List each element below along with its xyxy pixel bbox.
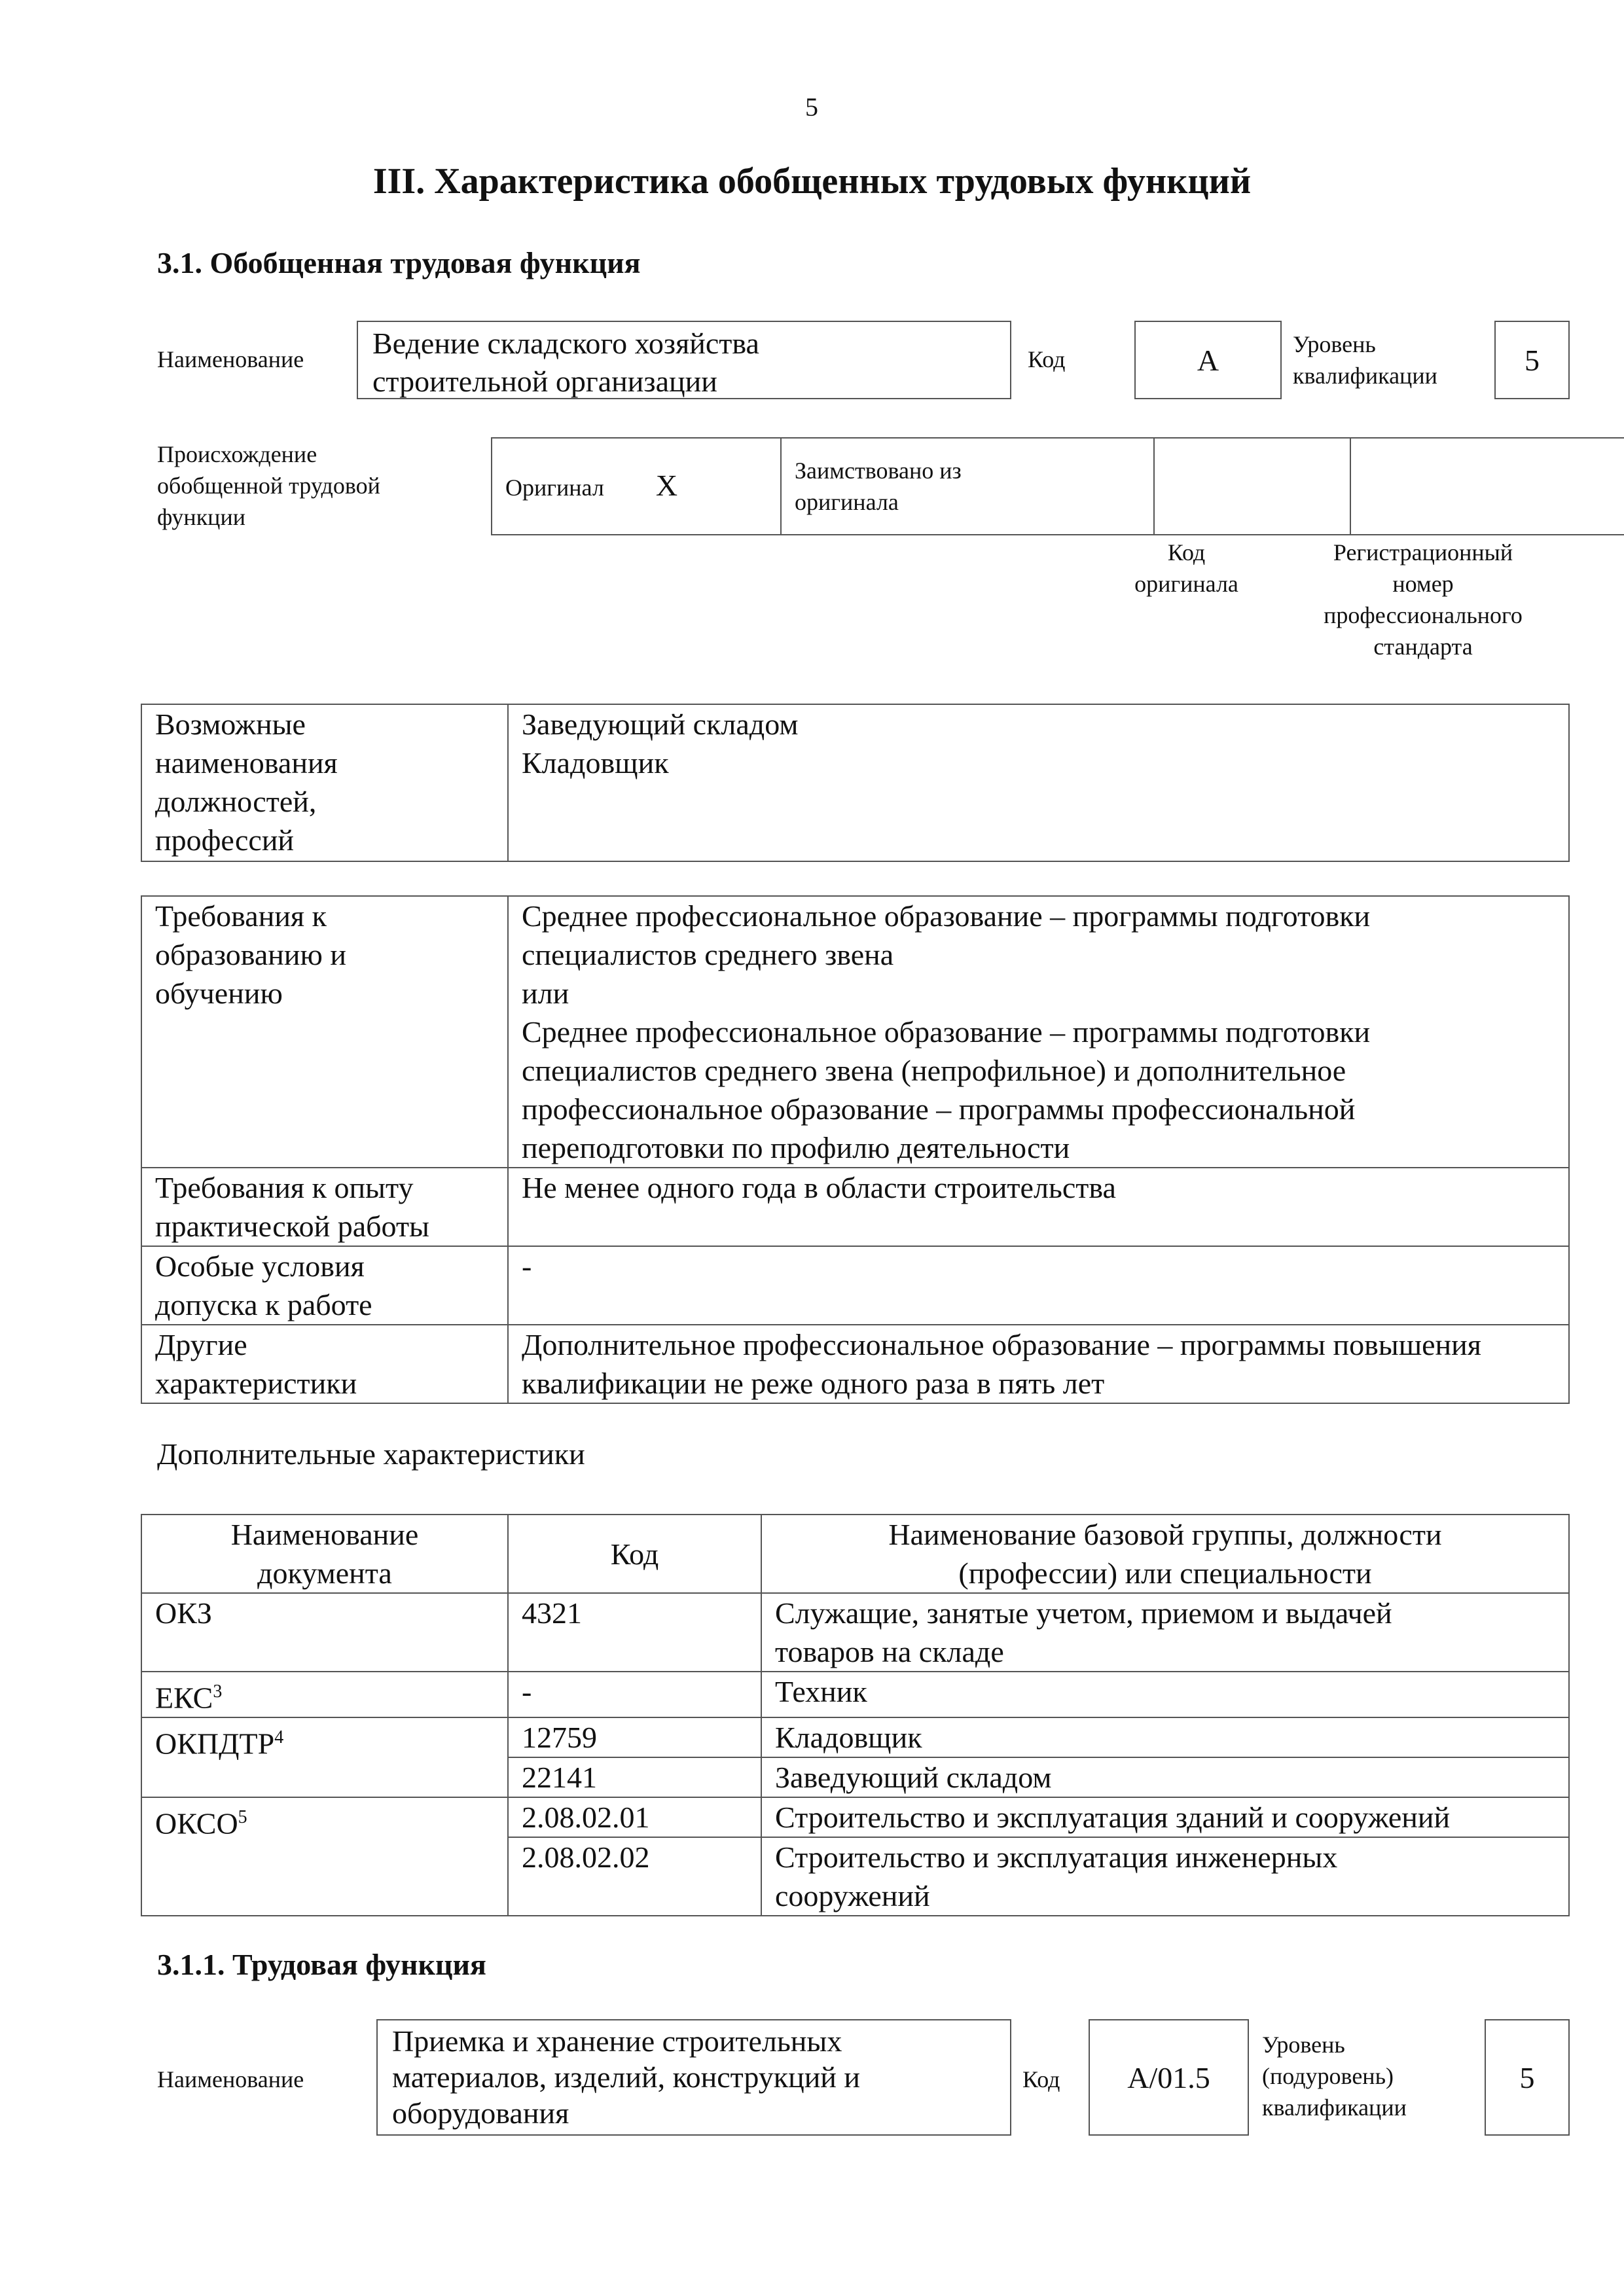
- requirements-label-line: образованию и: [155, 938, 346, 971]
- requirements-row: [141, 1325, 1569, 1403]
- additional-header-row: [141, 1515, 1569, 1593]
- additional-header-line: Наименование базовой группы, должности: [888, 1518, 1442, 1551]
- requirements-label-line: Требования к опыту: [155, 1171, 414, 1204]
- requirements-label: [141, 1168, 508, 1246]
- requirements-value-line: переподготовки по профилю деятельности: [522, 1131, 1070, 1164]
- gtf-name-line: строительной организации: [372, 365, 717, 398]
- requirements-label: [141, 896, 508, 1168]
- tf-level-label-line: Уровень: [1262, 2032, 1345, 2058]
- origin-label-line: обобщенной трудовой: [157, 473, 380, 499]
- tf-name-line: оборудования: [392, 2096, 569, 2130]
- additional-header-line: Наименование: [230, 1518, 419, 1551]
- requirements-value: [508, 896, 1569, 1168]
- additional-row: [141, 1593, 1569, 1672]
- requirements-label-line: Особые условия: [155, 1249, 365, 1283]
- additional-header-doc: [141, 1515, 508, 1593]
- positions-table: [141, 704, 1570, 862]
- origin-reg-caption-line: стандарта: [1373, 634, 1473, 660]
- requirements-value-line: Не менее одного года в области строительства: [522, 1171, 1116, 1204]
- requirements-label-line: Требования к: [155, 899, 327, 933]
- additional-doc: [141, 1797, 508, 1916]
- requirements-label-line: допуска к работе: [155, 1288, 372, 1321]
- origin-label: [157, 439, 380, 533]
- additional-code: 2.08.02.02: [508, 1837, 761, 1916]
- additional-row: [141, 1797, 1569, 1837]
- requirements-label: [141, 1325, 508, 1403]
- requirements-table: [141, 895, 1570, 1404]
- additional-name: [761, 1672, 1569, 1717]
- origin-borrowed-line: Заимствовано из: [795, 457, 962, 484]
- origin-reg-caption-line: профессионального: [1324, 602, 1523, 628]
- tf-level-box: 5: [1485, 2019, 1570, 2136]
- requirements-label-line: обучению: [155, 977, 283, 1010]
- requirements-value: [508, 1246, 1569, 1325]
- additional-name: [761, 1757, 1569, 1797]
- additional-code: 2.08.02.01: [508, 1797, 761, 1837]
- additional-name-line: сооружений: [775, 1879, 930, 1913]
- gtf-code-label: Код: [1028, 346, 1066, 372]
- additional-code: 22141: [508, 1757, 761, 1797]
- additional-name-line: Служащие, занятые учетом, приемом и выдачей: [775, 1596, 1392, 1630]
- additional-table: [141, 1514, 1570, 1916]
- origin-original-mark: X: [655, 468, 678, 502]
- additional-name-line: товаров на складе: [775, 1635, 1004, 1668]
- tf-level-label-line: (подуровень): [1262, 2063, 1394, 2089]
- origin-original-label: Оригинал: [505, 474, 604, 501]
- additional-header-line: Код: [610, 1537, 659, 1571]
- origin-label-line: Происхождение: [157, 441, 317, 467]
- additional-name: [761, 1797, 1569, 1837]
- origin-reg-caption: [1276, 537, 1570, 662]
- tf-name-box: [376, 2019, 1011, 2136]
- additional-doc-text: ЕКС: [155, 1681, 213, 1715]
- requirements-row: [141, 1168, 1569, 1246]
- origin-reg-cell: [1350, 438, 1624, 535]
- additional-doc-text: ОКЗ: [155, 1596, 212, 1630]
- positions-label: [141, 704, 508, 861]
- tf-level-label: [1262, 2029, 1407, 2123]
- additional-code: 12759: [508, 1717, 761, 1757]
- additional-doc: [141, 1672, 508, 1717]
- origin-table: [491, 437, 1624, 535]
- requirements-label: [141, 1246, 508, 1325]
- origin-reg-caption-line: номер: [1392, 571, 1454, 597]
- positions-value: [508, 704, 1569, 861]
- tf-name-line: материалов, изделий, конструкций и: [392, 2060, 861, 2094]
- requirements-label-line: Другие: [155, 1328, 247, 1361]
- additional-header-code: [508, 1515, 761, 1593]
- requirements-value-line: специалистов среднего звена (непрофильное) и дополнительное: [522, 1054, 1346, 1087]
- requirements-value-line: Среднее профессиональное образование – программы подготовки: [522, 899, 1371, 933]
- tf-code-box: A/01.5: [1089, 2019, 1249, 2136]
- origin-code-cell: [1154, 438, 1350, 535]
- requirements-row: [141, 896, 1569, 1168]
- origin-borrowed-line: оригинала: [795, 489, 899, 515]
- gtf-level-label-line: Уровень: [1293, 331, 1376, 357]
- tf-name-label: Наименование: [157, 2066, 304, 2092]
- footnote-ref: 3: [213, 1681, 223, 1702]
- additional-doc-text: ОКСО: [155, 1806, 238, 1840]
- requirements-value: [508, 1325, 1569, 1403]
- requirements-value-line: Среднее профессиональное образование – программы подготовки: [522, 1015, 1371, 1049]
- positions-value-line: Кладовщик: [522, 746, 669, 780]
- section-title: III. Характеристика обобщенных трудовых функций: [372, 161, 1252, 202]
- additional-header-name: [761, 1515, 1569, 1593]
- gtf-code-box: A: [1134, 321, 1282, 399]
- gtf-name-line: Ведение складского хозяйства: [372, 327, 759, 360]
- positions-label-line: профессий: [155, 823, 295, 857]
- origin-label-line: функции: [157, 504, 245, 530]
- gtf-name-box: [357, 321, 1011, 399]
- additional-name-line: Техник: [775, 1675, 867, 1708]
- positions-label-line: должностей,: [155, 785, 317, 818]
- additional-code: 4321: [508, 1593, 761, 1672]
- positions-label-line: наименования: [155, 746, 338, 780]
- requirements-value-line: профессиональное образование – программы профессиональной: [522, 1092, 1356, 1126]
- positions-value-line: Заведующий складом: [522, 708, 799, 741]
- additional-header-line: документа: [257, 1556, 392, 1590]
- additional-name-line: Строительство и эксплуатация зданий и сооружений: [775, 1801, 1451, 1835]
- additional-name-line: Строительство и эксплуатация инженерных: [775, 1840, 1338, 1874]
- tf-heading: 3.1.1. Трудовая функция: [157, 1948, 486, 1981]
- origin-borrowed-cell: [781, 438, 1154, 535]
- additional-name: [761, 1593, 1569, 1672]
- additional-name: [761, 1837, 1569, 1916]
- requirements-row: [141, 1246, 1569, 1325]
- gtf-level-box: 5: [1494, 321, 1570, 399]
- tf-name-line: Приемка и хранение строительных: [392, 2024, 842, 2058]
- additional-doc-text: ОКПДТР: [155, 1727, 275, 1761]
- gtf-level-label-line: квалификации: [1293, 363, 1437, 389]
- additional-doc: [141, 1593, 508, 1672]
- positions-label-line: Возможные: [155, 708, 306, 741]
- additional-doc: [141, 1717, 508, 1797]
- gtf-name-label: Наименование: [157, 346, 304, 372]
- origin-code-caption-line: Код: [1167, 539, 1206, 565]
- additional-heading: Дополнительные характеристики: [157, 1437, 585, 1471]
- requirements-label-line: практической работы: [155, 1210, 429, 1243]
- additional-row: [141, 1717, 1569, 1757]
- requirements-value-line: Дополнительное профессиональное образование – программы повышения: [522, 1328, 1481, 1361]
- requirements-value-line: -: [522, 1249, 532, 1283]
- footnote-ref: 5: [238, 1807, 247, 1828]
- additional-name-line: Кладовщик: [775, 1721, 922, 1755]
- footnote-ref: 4: [274, 1727, 284, 1748]
- requirements-value-line: квалификации не реже одного раза в пять лет: [522, 1367, 1105, 1400]
- origin-code-caption-line: оригинала: [1134, 571, 1238, 597]
- tf-code-label: Код: [1022, 2066, 1060, 2092]
- gtf-heading: 3.1. Обобщенная трудовая функция: [157, 246, 641, 279]
- origin-original-cell: [492, 438, 781, 535]
- origin-code-caption: [1100, 537, 1273, 600]
- origin-reg-caption-line: Регистрационный: [1333, 539, 1513, 565]
- requirements-value: [508, 1168, 1569, 1246]
- additional-name-line: Заведующий складом: [775, 1761, 1052, 1795]
- page-number: 5: [805, 92, 818, 122]
- requirements-label-line: характеристики: [155, 1367, 357, 1400]
- tf-level-label-line: квалификации: [1262, 2094, 1407, 2121]
- additional-header-line: (профессии) или специальности: [958, 1556, 1372, 1590]
- additional-name: [761, 1717, 1569, 1757]
- additional-code: -: [508, 1672, 761, 1717]
- requirements-value-line: специалистов среднего звена: [522, 938, 894, 971]
- additional-row: [141, 1672, 1569, 1717]
- gtf-level-label: [1293, 329, 1437, 391]
- requirements-value-line: или: [522, 977, 569, 1010]
